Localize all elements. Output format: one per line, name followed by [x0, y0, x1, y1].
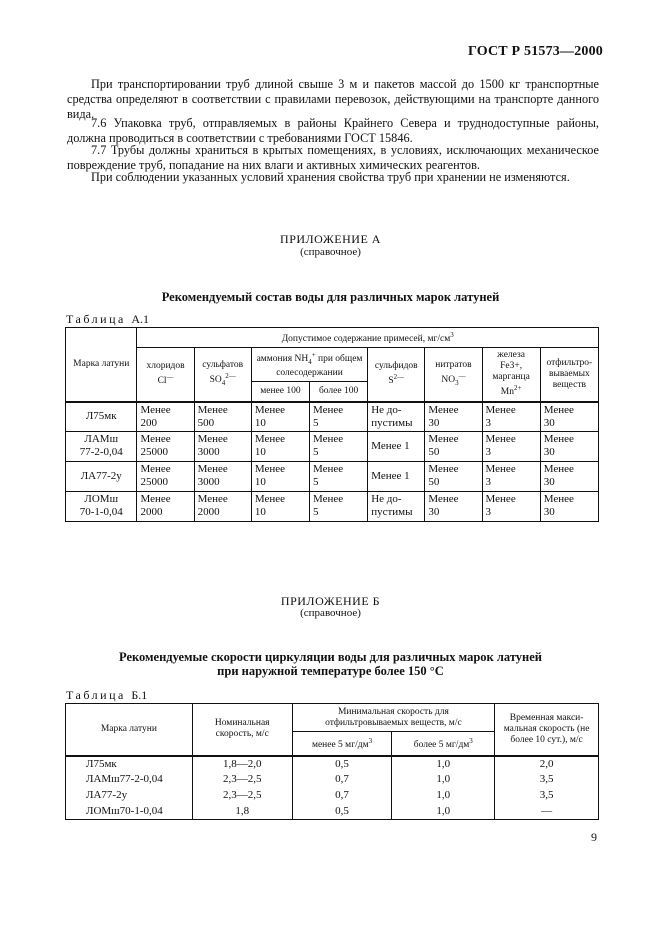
table-cell-brand: ЛОМш70-1-0,04 — [66, 804, 193, 820]
table-b1 — [65, 703, 599, 820]
table-b1-label: Таблица Б.1 — [66, 688, 148, 702]
table-cell: Не до- пустимы — [368, 402, 425, 432]
header-more5: более 5 $мг/дм^3$ — [392, 732, 495, 756]
paragraph-storage: При соблюдении указанных условий хранения свойства труб при хранении не изменяются. — [91, 170, 570, 184]
table-cell-brand: ЛАМш77-2-0,04 — [66, 772, 193, 788]
header-nominal: Номинальная скорость, м/с — [192, 704, 292, 756]
table-row — [66, 804, 599, 820]
paragraph-7-7: 7.7 Трубы должны храниться в крытых помещениях, в условиях, исключающих механическое повреждение труб, попадание на них влаги и активных химических реагентов. — [67, 143, 599, 173]
table-cell: Менее 3 — [482, 492, 540, 522]
header-iron: железа Fe3+, марганца $Mn^{2+}$ — [482, 348, 540, 402]
table-cell: Менее 10 — [251, 402, 309, 432]
table-cell: Менее 1 — [368, 432, 425, 462]
table-cell: Менее 50 — [425, 432, 482, 462]
table-a1 — [65, 327, 599, 522]
header-less100: менее 100 — [251, 382, 309, 402]
table-cell: Менее 30 — [540, 402, 598, 432]
table-cell: Менее 5 — [310, 492, 368, 522]
table-a1-label: Таблица А.1 — [66, 312, 149, 326]
table-cell: 1,0 — [392, 772, 495, 788]
appendix-b-title: ПРИЛОЖЕНИЕ Б — [280, 594, 381, 608]
header-ammonium: аммония $NH_4^+$ при общем солесодержании — [251, 348, 367, 382]
table-cell: 1,8 — [192, 804, 292, 820]
appendix-a-subtitle: (справочное) — [300, 246, 361, 258]
table-cell-brand: Л75мк — [66, 756, 193, 772]
table-cell: Менее 50 — [425, 462, 482, 492]
table-cell: Менее 200 — [137, 402, 194, 432]
table-cell: 0,7 — [292, 788, 392, 804]
table-cell: Менее 25000 — [137, 432, 194, 462]
header-brand: Марка латуни — [66, 328, 137, 402]
header-less5: менее 5 $мг/дм^3$ — [292, 732, 392, 756]
table-cell: Менее 30 — [540, 432, 598, 462]
table-cell: Менее 500 — [194, 402, 251, 432]
table-cell: Менее 2000 — [137, 492, 194, 522]
header-sulfides: сульфидов $S^{2—}$ — [368, 348, 425, 402]
table-cell: 1,0 — [392, 788, 495, 804]
header-brand-b: Марка латуни — [66, 704, 193, 756]
table-cell: Менее 5 — [310, 402, 368, 432]
header-nitrates: нитратов $NO_3^—$ — [425, 348, 482, 402]
table-cell: 0,7 — [292, 772, 392, 788]
header-filtered: отфильтро-вываемых веществ — [540, 348, 598, 402]
page-number: 9 — [591, 830, 597, 844]
table-row — [66, 462, 599, 492]
table-cell: Менее 1 — [368, 462, 425, 492]
table-cell: 2,3—2,5 — [192, 788, 292, 804]
table-row — [66, 492, 599, 522]
table-cell: Менее 10 — [251, 492, 309, 522]
table-cell: Менее 10 — [251, 432, 309, 462]
table-cell: Не до- пустимы — [368, 492, 425, 522]
table-cell: 2,0 — [495, 756, 599, 772]
header-allowed: Допустимое содержание примесей, $мг/см^3$ — [137, 328, 599, 348]
table-cell: — — [495, 804, 599, 820]
table-cell: Менее 30 — [540, 462, 598, 492]
appendix-b-heading-line1: Рекомендуемые скорости циркуляции воды для различных марок латуней — [118, 650, 543, 664]
table-cell: 1,0 — [392, 756, 495, 772]
table-cell-brand: ЛА77-2у — [66, 788, 193, 804]
table-row — [66, 788, 599, 804]
appendix-b-subtitle: (справочное) — [300, 607, 361, 619]
table-cell: 0,5 — [292, 756, 392, 772]
table-row — [66, 432, 599, 462]
appendix-b-heading-line2: при наружной температуре более 150 °С — [217, 664, 444, 678]
table-row — [66, 756, 599, 772]
table-cell: Менее 3 — [482, 432, 540, 462]
header-max: Временная макси-мальная скорость (не более 10 сут.), м/с — [495, 704, 599, 756]
table-cell-brand: ЛОМш 70-1-0,04 — [66, 492, 137, 522]
table-cell: Менее 3000 — [194, 462, 251, 492]
table-cell-brand: Л75мк — [66, 402, 137, 432]
header-minimal: Минимальная скорость для отфильтровываемых веществ, м/с — [292, 704, 495, 732]
appendix-a-title: ПРИЛОЖЕНИЕ А — [280, 232, 381, 246]
table-cell: Менее 3000 — [194, 432, 251, 462]
table-row — [66, 772, 599, 788]
table-cell: 0,5 — [292, 804, 392, 820]
table-cell: Менее 30 — [540, 492, 598, 522]
header-sulfates: сульфатов $SO_4^{2—}$ — [194, 348, 251, 402]
table-cell: 1,8—2,0 — [192, 756, 292, 772]
table-cell: Менее 5 — [310, 462, 368, 492]
table-cell: Менее 30 — [425, 492, 482, 522]
document-code: ГОСТ Р 51573—2000 — [467, 44, 603, 59]
table-cell: 3,5 — [495, 772, 599, 788]
table-cell: Менее 30 — [425, 402, 482, 432]
table-cell: 2,3—2,5 — [192, 772, 292, 788]
table-cell: Менее 5 — [310, 432, 368, 462]
header-chlorides: хлоридов Cl— — [137, 348, 194, 402]
paragraph-transport: При транспортировании труб длиной свыше 3 м и пакетов массой до 1500 кг транспортные средства определяют в соответствии с правилами перевозок, действующими на транспорте данного вида. — [67, 77, 599, 122]
table-cell-brand: ЛА77-2у — [66, 462, 137, 492]
table-cell: Менее 3 — [482, 402, 540, 432]
table-cell: Менее 2000 — [194, 492, 251, 522]
table-cell: Менее 10 — [251, 462, 309, 492]
table-row — [66, 402, 599, 432]
table-cell-brand: ЛАМш 77-2-0,04 — [66, 432, 137, 462]
table-cell: 3,5 — [495, 788, 599, 804]
table-cell: 1,0 — [392, 804, 495, 820]
header-more100: более 100 — [310, 382, 368, 402]
paragraph-7-6: 7.6 Упаковка труб, отправляемых в районы Крайнего Севера и труднодоступные районы, должна проводиться в соответствии с требованиями ГОСТ 15846. — [67, 116, 599, 146]
table-cell: Менее 3 — [482, 462, 540, 492]
appendix-a-heading: Рекомендуемый состав воды для различных марок латуней — [161, 290, 500, 304]
table-cell: Менее 25000 — [137, 462, 194, 492]
